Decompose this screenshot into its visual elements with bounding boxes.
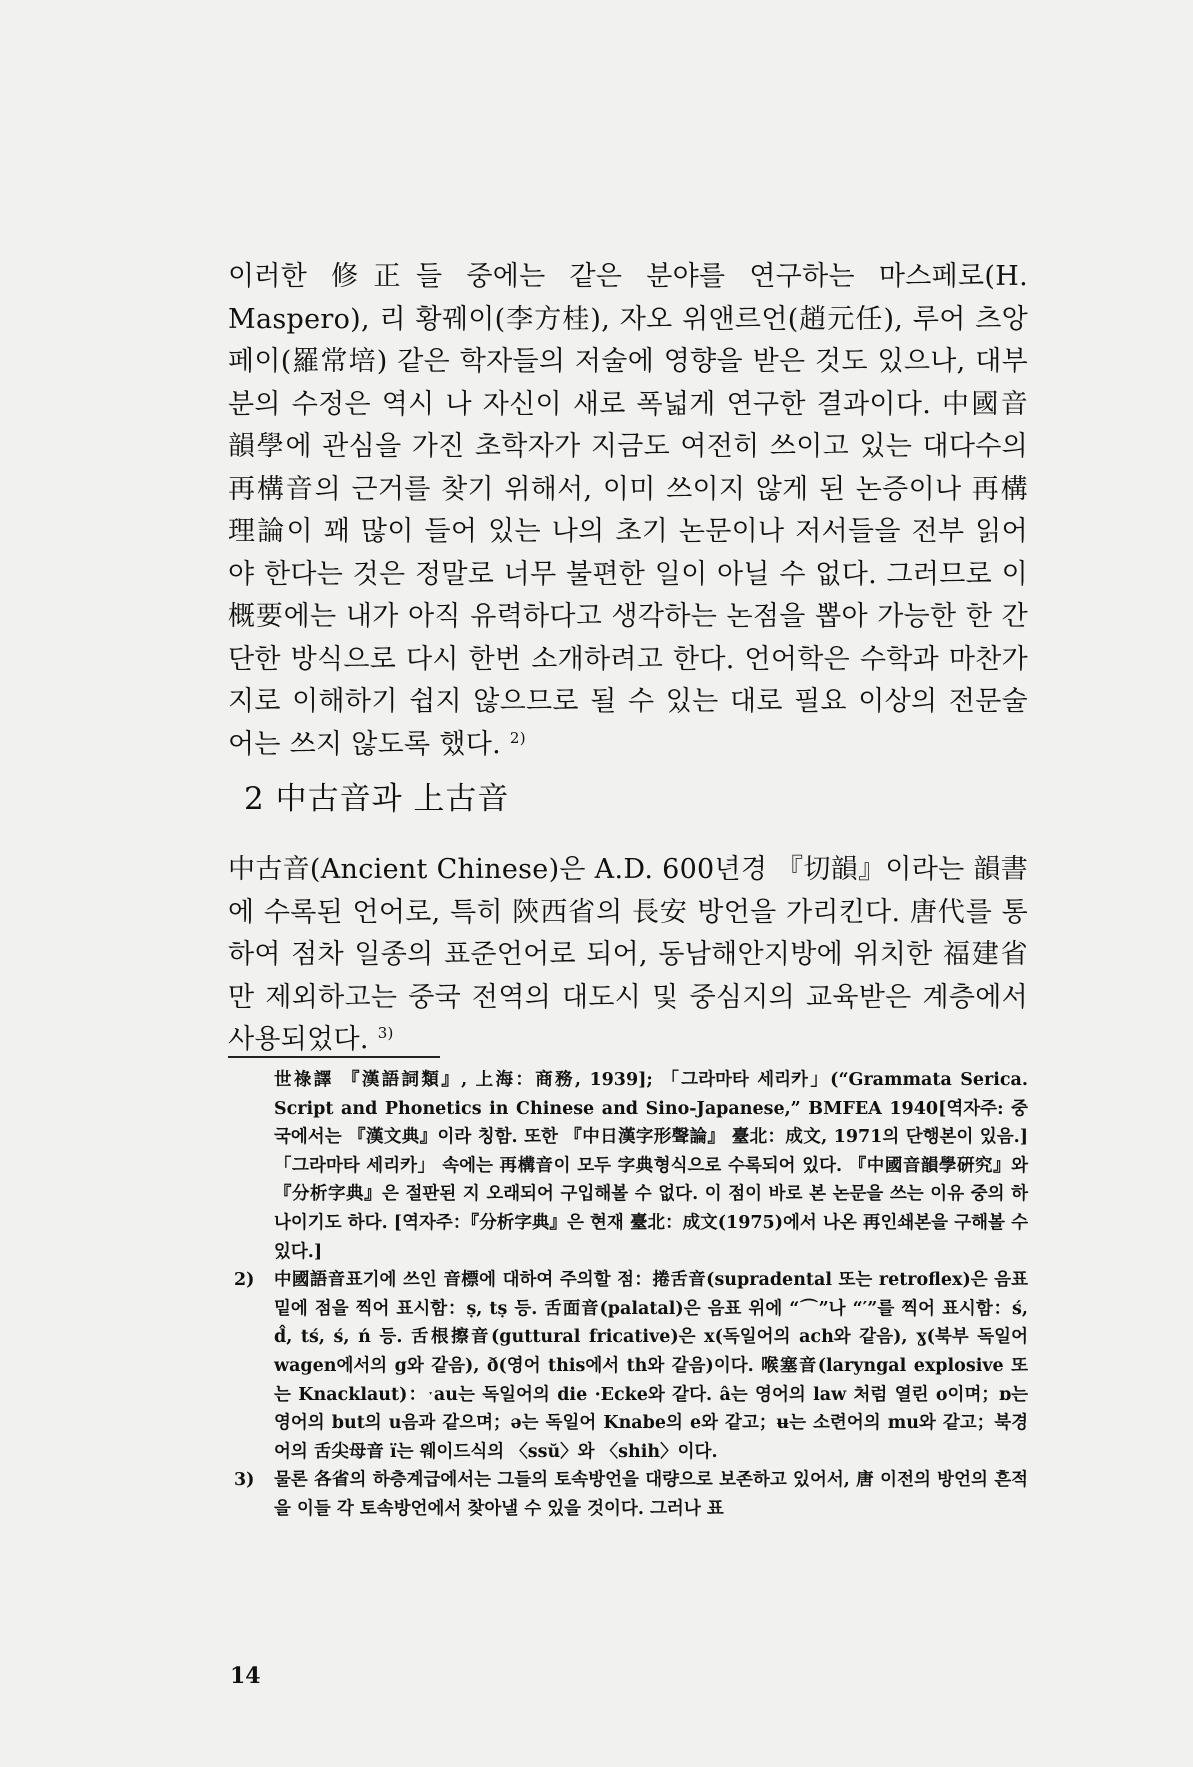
footnote-text: 물론 各省의 하층계급에서는 그들의 토속방언을 대량으로 보존하고 있어서, 唐 이전의 방언의 흔적을 이들 각 토속방언에서 찾아낼 수 있을 것이다. 그러나 표 [274,1470,1028,1519]
footnote-separator [228,1056,440,1058]
footnote-3 [234,1466,1028,1523]
paragraph-2-text: 中古音(Ancient Chinese)은 A.D. 600년경 『切韻』이라는 韻書에 수록된 언어로, 특히 陝西省의 長安 방언을 가리킨다. 唐代를 통하여 점차 일종의 표준언어로 되어, 동남해안지방에 위치한 福建省만 제외하고는 중국 전역의 대도시 및 중심지의 교육받은 계층에서 사용되었다. [228,854,1029,1055]
section-heading: 2 中古音과 上古音 [244,781,510,817]
page-number: 14 [230,1663,261,1689]
footnote-number [234,1066,274,1266]
body-paragraph-2 [228,849,1028,1062]
footnote-number: 3) [234,1470,255,1491]
footnote-number: 2) [234,1270,255,1291]
paragraph-1-text: 이러한 修正들 중에는 같은 분야를 연구하는 마스페로(H. Maspero), 리 황꿰이(李方桂), 자오 위앤르언(趙元任), 루어 츠앙페이(羅常培) 같은 학자들의 저술에 영향을 받은 것도 있으나, 대부분의 수정은 역시 나 자신이 새로 폭넓게 연구한 결과이다. 中國音韻學에 관심을 가진 초학자가 지금도 여전히 쓰이고 있는 대다수의 再構音의 근거를 찾기 위해서, 이미 쓰이지 않게 된 논증이나 再構理論이 꽤 많이 들어 있는 나의 초기 논문이나 저서들을 전부 읽어야 한다는 것은 정말로 너무 불편한 일이 아닐 수 없다. 그러므로 이 概要에는 내가 아직 유력하다고 생각하는 논점을 뽑아 가능한 한 간단한 방식으로 다시 한번 소개하려고 한다. 언어학은 수학과 마찬가지로 이해하기 쉽지 않으므로 될 수 있는 대로 필요 이상의 전문술어는 쓰지 않도록 했다. [228,261,1028,760]
footnote-text: 世祿譯 『漢語詞類』, 上海：商務, 1939]; 「그라마타 세리카」(“Grammata Serica. Script and Phonetics in Chinese and Sino-Japanese,” BMFEA 1940[역자주: 중국에서는 『漢文典』이라 칭함. 또한 『中日漢字形聲論』 臺北：成文, 1971의 단행본이 있음.] 「그라마타 세리카」 속에는 再構音이 모두 字典형식으로 수록되어 있다. 『中國音韻學硏究』와 『分析字典』은 절판된 지 오래되어 구입해볼 수 없다. 이 점이 바로 본 논문을 쓰는 이유 중의 하나이기도 하다. [역자주：『分析字典』은 현재 臺北：成文(1975)에서 나온 再인쇄본을 구해볼 수 있다.] [274,1070,1029,1262]
footnote-text: 中國語音표기에 쓰인 音標에 대하여 주의할 점：捲舌音(supradental 또는 retroflex)은 음표 밑에 점을 찍어 표시함：ṣ, tṣ 등. 舌面音(palatal)은 음표 위에 “⌒”나 “′”를 찍어 표시함：ś, d̂, tś, ś, ń 등. 舌根擦音(guttural fricative)은 x(독일어의 ach와 같음), ɣ(북부 독일어 wagen에서의 g와 같음), ð(영어 this에서 th와 같음)이다. 喉塞音(laryngal explosive 또는 Knacklaut)：ˑau는 독일어의 die ·Ecke와 같다. â는 영어의 law 처럼 열린 o이며；ɒ는 영어의 but의 u음과 같으며；ə는 독일어 Knabe의 e와 같고；ʉ는 소련어의 mu와 같고；북경어의 舌尖母音 ï는 웨이드식의 〈ssŭ〉와 〈shih〉이다. [274,1270,1028,1462]
footnote-ref-3: 3) [377,1024,394,1042]
footnotes [234,1066,1028,1524]
footnote-continuation [234,1066,1028,1266]
footnote-ref-2: 2) [509,728,526,747]
footnote-2 [234,1266,1028,1466]
body-paragraph-1 [228,256,1028,766]
